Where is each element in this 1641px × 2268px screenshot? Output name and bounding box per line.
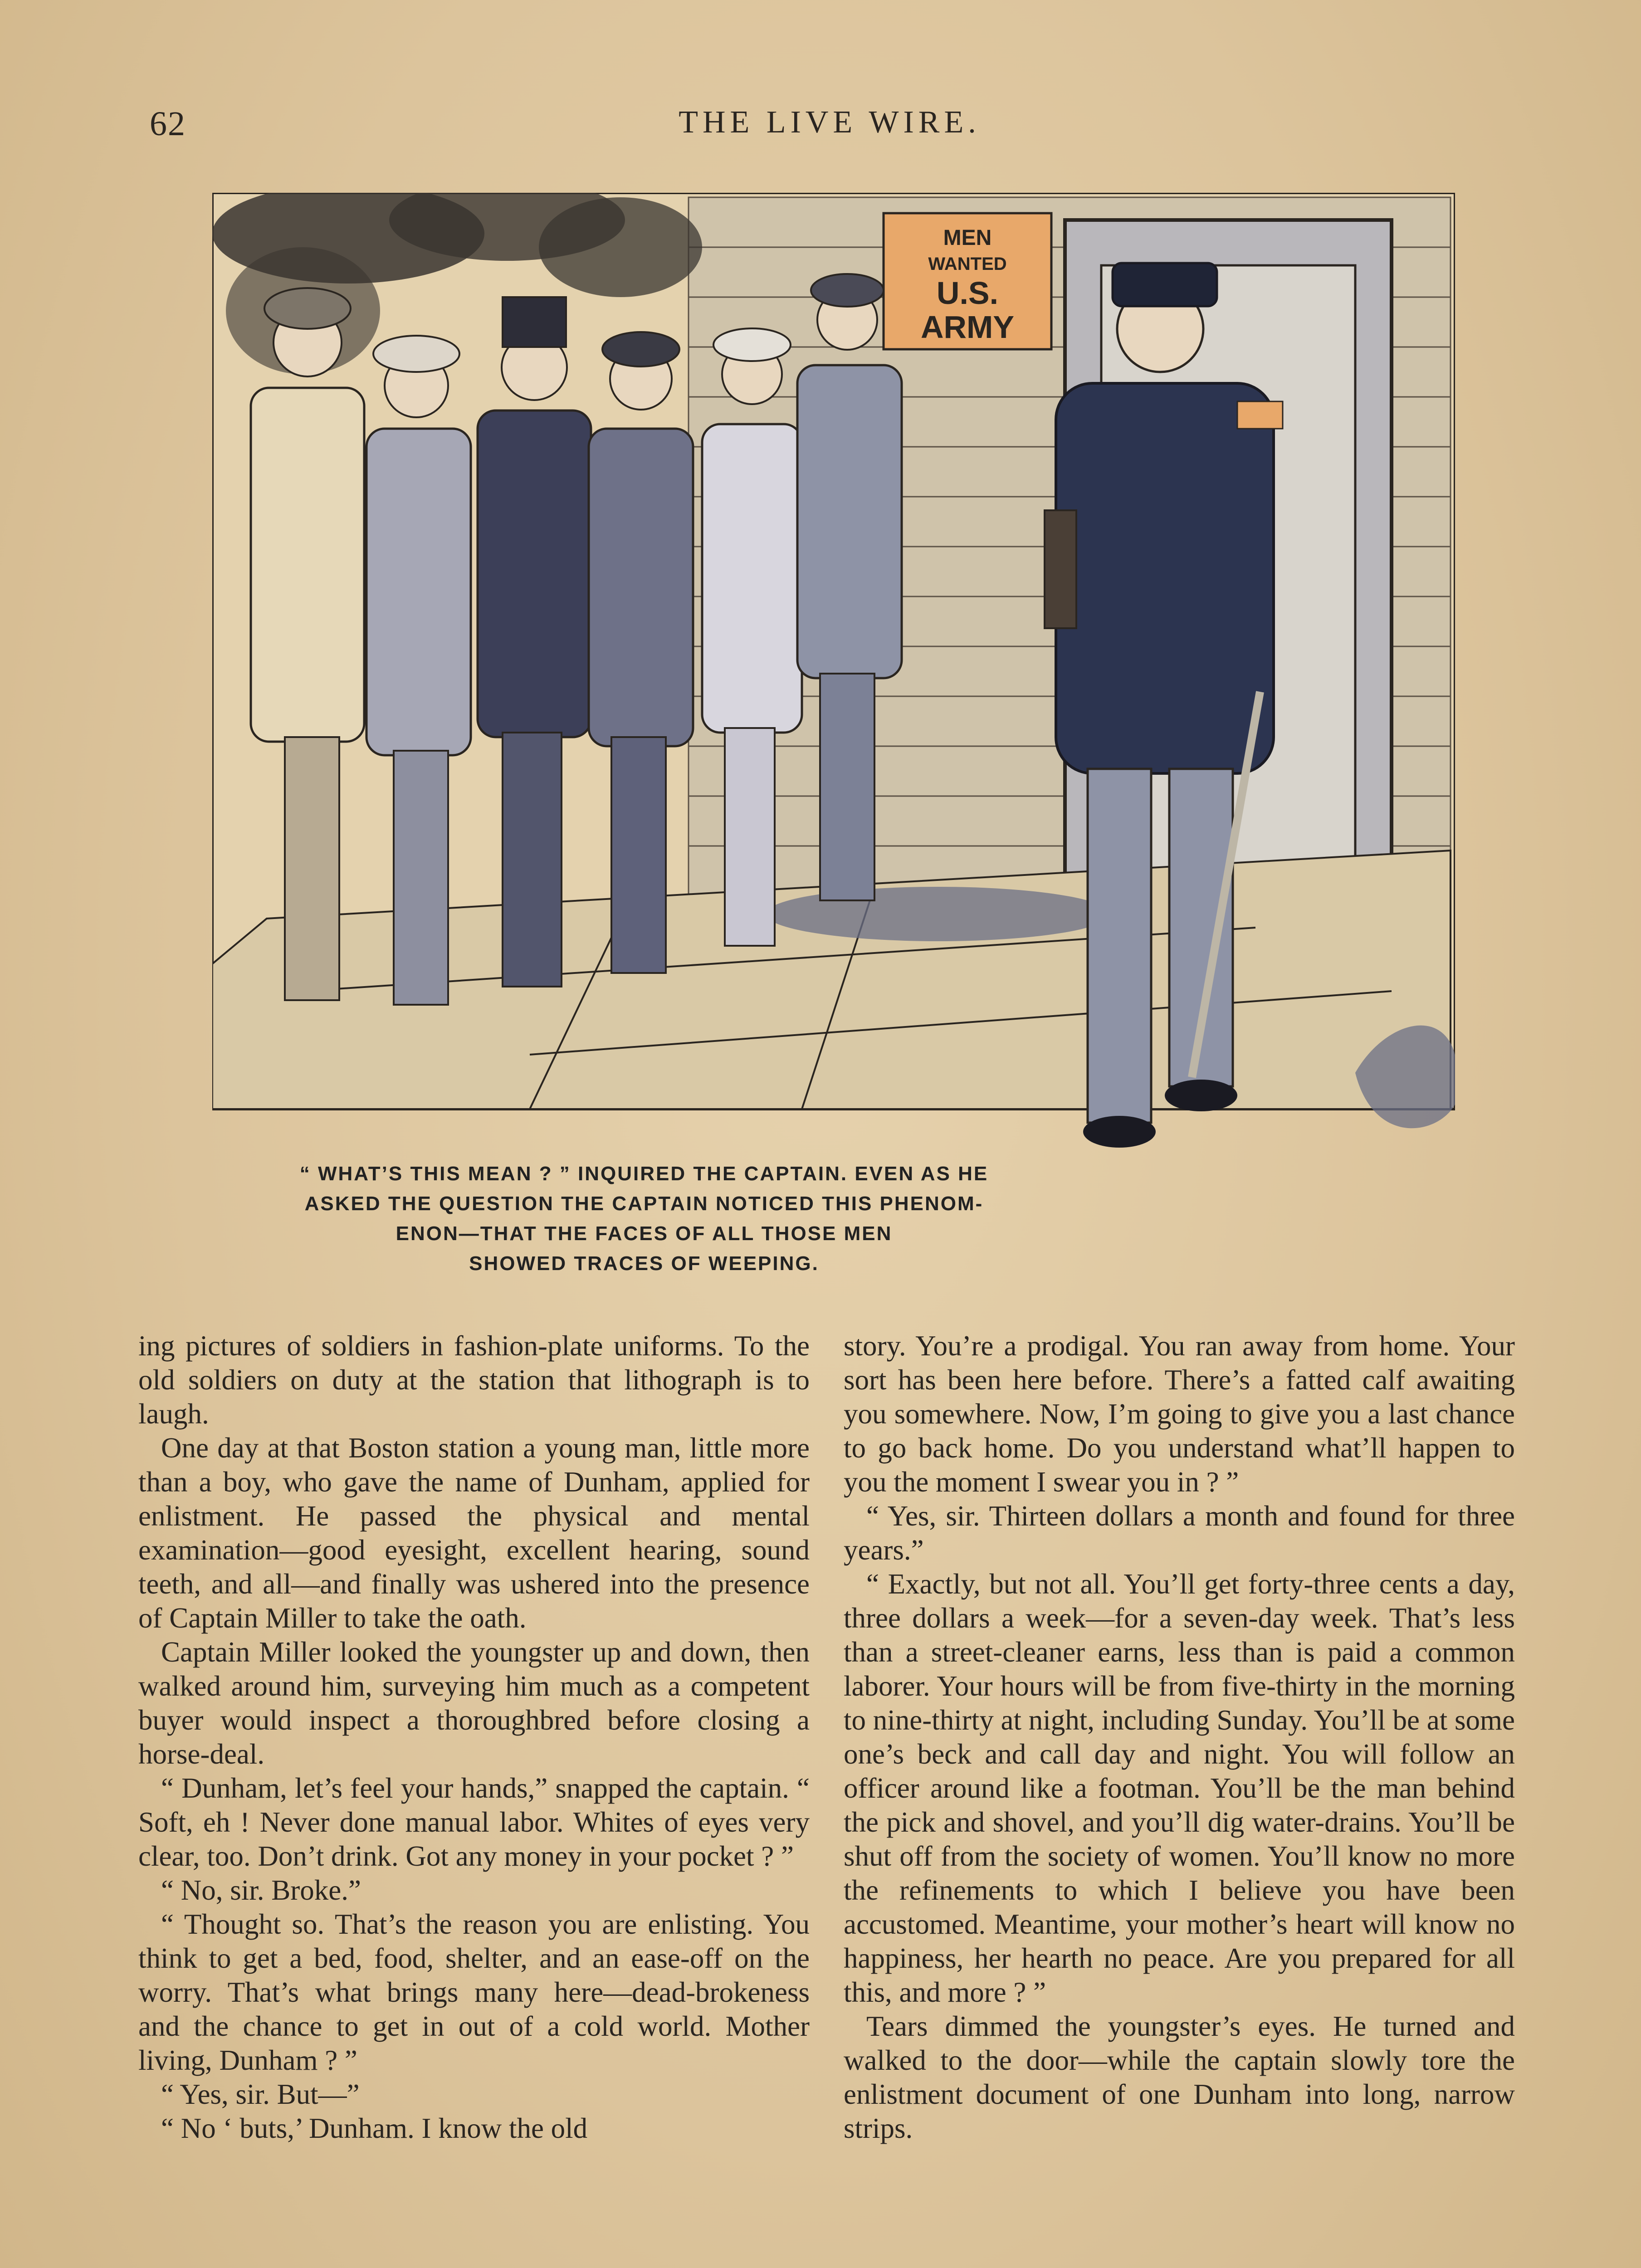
right-column [844, 1329, 1515, 2146]
caption-line: SHOWED TRACES OF WEEPING. [469, 1252, 819, 1275]
caption-line: ASKED THE QUESTION THE CAPTAIN NOTICED THIS PHENOM- [304, 1193, 984, 1215]
paragraph: “ Dunham, let’s feel your hands,” snapped the captain. “ Soft, eh ! Never done manual labor. Whites of eyes very clear, too. Don’t drink. Got any money in your pocket ? ” [138, 1772, 810, 1872]
paragraph: “ Thought so. That’s the reason you are enlisting. You think to get a bed, food, shelter, and an ease-off on the worry. That’s what brings many here—dead-brokeness and the chance to get in out of a cold world. Mother living, Dunham ? ” [138, 1908, 810, 2076]
illustration-caption [213, 1159, 1075, 1279]
paragraph: Captain Miller looked the youngster up and down, then walked around him, surveying him much as a competent buyer would inspect a thoroughbred before closing a horse-deal. [138, 1636, 810, 1770]
paragraph: “ No ‘ buts,’ Dunham. I know the old [161, 2112, 588, 2144]
left-column [138, 1329, 810, 2146]
running-title: THE LIVE WIRE. [679, 105, 981, 140]
poster-line: U.S. [936, 275, 999, 311]
paragraph: story. You’re a prodigal. You ran away from home. Your sort has been here before. There’s a fatted calf awaiting you somewhere. Now, I’m going to give you a last chance to go back home. Do you understand what’ll happen to you the moment I swear you in ? ” [844, 1330, 1515, 1498]
poster-line: ARMY [920, 309, 1015, 345]
paragraph: ing pictures of soldiers in fashion-plate uniforms. To the old soldiers on duty at the station that lithograph is to laugh. [138, 1330, 810, 1430]
page-header [150, 104, 1509, 159]
page-number: 62 [150, 105, 186, 143]
paragraph: “ Exactly, but not all. You’ll get forty-three cents a day, three dollars a week—for a seven-day week. That’s less than a street-cleaner earns, less than is paid a common laborer. Your hours will be from five-thirty in the morning to nine-thirty at night, including Sunday. You’ll be at some one’s beck and call day and night. You will follow an officer around like a footman. You’ll be the man behind the pick and shovel, and you’ll dig water-drains. You’ll be shut off from the society of women. You’ll know no more the refinements to which I believe you have been accustomed. Meantime, your mother’s heart will know no happiness, her hearth no peace. Are you prepared for all this, and more ? ” [844, 1568, 1515, 2008]
paragraph: One day at that Boston station a young man, little more than a boy, who gave the name of Dunham, applied for enlistment. He passed the physical and mental examination—good eyesight, excellent hearing, sound teeth, and all—and finally was ushered into the presence of Captain Miller to take the oath. [138, 1432, 810, 1634]
poster-line: MEN [943, 226, 992, 250]
recruiting-poster [884, 213, 1051, 349]
paragraph: “ Yes, sir. But—” [161, 2078, 360, 2110]
illustration [212, 193, 1455, 1318]
paragraph: Tears dimmed the youngster’s eyes. He turned and walked to the door—while the captain slowly tore the enlistment document of one Dunham into long, narrow strips. [844, 2010, 1515, 2144]
paragraph: “ No, sir. Broke.” [161, 1874, 361, 1906]
paragraph: “ Yes, sir. Thirteen dollars a month and found for three years.” [844, 1500, 1515, 1566]
caption-line: “ WHAT’S THIS MEAN ? ” INQUIRED THE CAPTAIN. EVEN AS HE [299, 1163, 989, 1185]
caption-line: ENON—THAT THE FACES OF ALL THOSE MEN [396, 1222, 893, 1245]
poster-line: WANTED [928, 254, 1007, 274]
